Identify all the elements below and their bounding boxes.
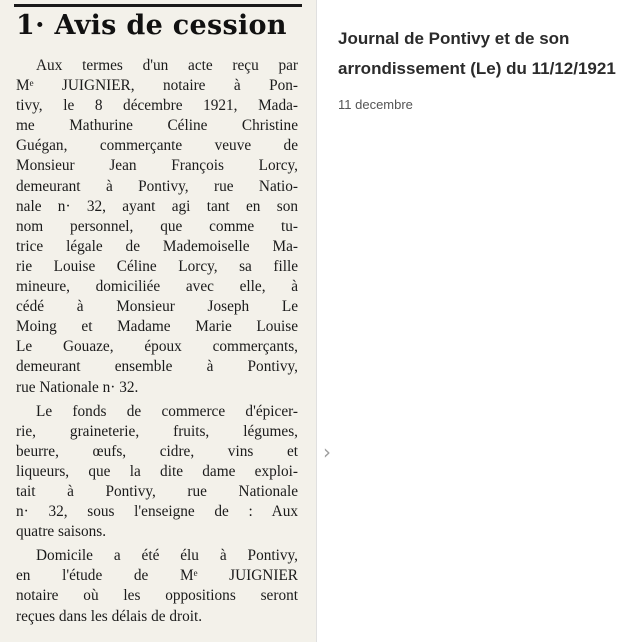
clipping-line: tait à Pontivy, rue Nationale — [16, 482, 298, 500]
clipping-line: rie Louise Céline Lorcy, sa fille — [16, 257, 298, 275]
clipping-line: rie, graineterie, fruits, légumes, — [16, 422, 298, 440]
clipping-line: me Mathurine Céline Christine — [16, 117, 298, 135]
clipping-line: tivy, le 8 décembre 1921, Mada- — [16, 97, 298, 115]
clipping-body — [16, 56, 298, 627]
panel-divider — [316, 0, 317, 642]
clipping-line: cédé à Monsieur Joseph Le — [16, 298, 298, 316]
clipping-line: nale n· 32, ayant agi tant en son — [16, 197, 298, 215]
clipping-line: demeurant à Pontivy, rue Natio- — [16, 177, 298, 195]
clipping-line: Moing et Madame Marie Louise — [16, 318, 298, 336]
clipping-line: trice légale de Mademoiselle Ma- — [16, 237, 298, 255]
clipping-line: Le Gouaze, époux commerçants, — [16, 338, 298, 356]
clipping-line: en l'étude de Mᵉ JUIGNIER — [16, 567, 298, 585]
chevron-right-icon[interactable]: › — [323, 440, 331, 464]
document-info-panel — [338, 24, 630, 114]
document-title: Journal de Pontivy et de son arrondissement (Le) du 11/12/1921 — [338, 29, 616, 78]
clipping-line: Guégan, commerçante veuve de — [16, 137, 298, 155]
document-date: 11 decembre — [338, 97, 413, 112]
clipping-line: Aux termes d'un acte reçu par — [36, 57, 298, 74]
clipping-title: 1· Avis de cession — [16, 10, 287, 41]
clipping-line: Monsieur Jean François Lorcy, — [16, 157, 298, 175]
clipping-line: mineure, domiciliée avec elle, à — [16, 278, 298, 296]
clipping-line: reçues dans les délais de droit. — [16, 607, 203, 625]
clipping-line: Le fonds de commerce d'épicer- — [36, 402, 298, 420]
clipping-line: beurre, œufs, cidre, vins et — [16, 442, 298, 460]
clipping-line: Mᵉ JUIGNIER, notaire à Pon- — [16, 77, 298, 95]
clipping-line: liqueurs, que la dite dame exploi- — [16, 462, 298, 480]
clipping-line: notaire où les oppositions seront — [16, 587, 298, 605]
clipping-line: quatre saisons. — [16, 523, 107, 541]
header-rule — [14, 4, 302, 7]
clipping-line: demeurant ensemble à Pontivy, — [16, 358, 298, 376]
clipping-line: nom personnel, que comme tu- — [16, 217, 298, 235]
clipping-line: n· 32, sous l'enseigne de : Aux — [16, 503, 298, 521]
newspaper-clipping-image — [0, 0, 316, 642]
clipping-line: rue Nationale n· 32. — [16, 378, 139, 396]
clipping-line: Domicile a été élu à Pontivy, — [36, 547, 298, 565]
